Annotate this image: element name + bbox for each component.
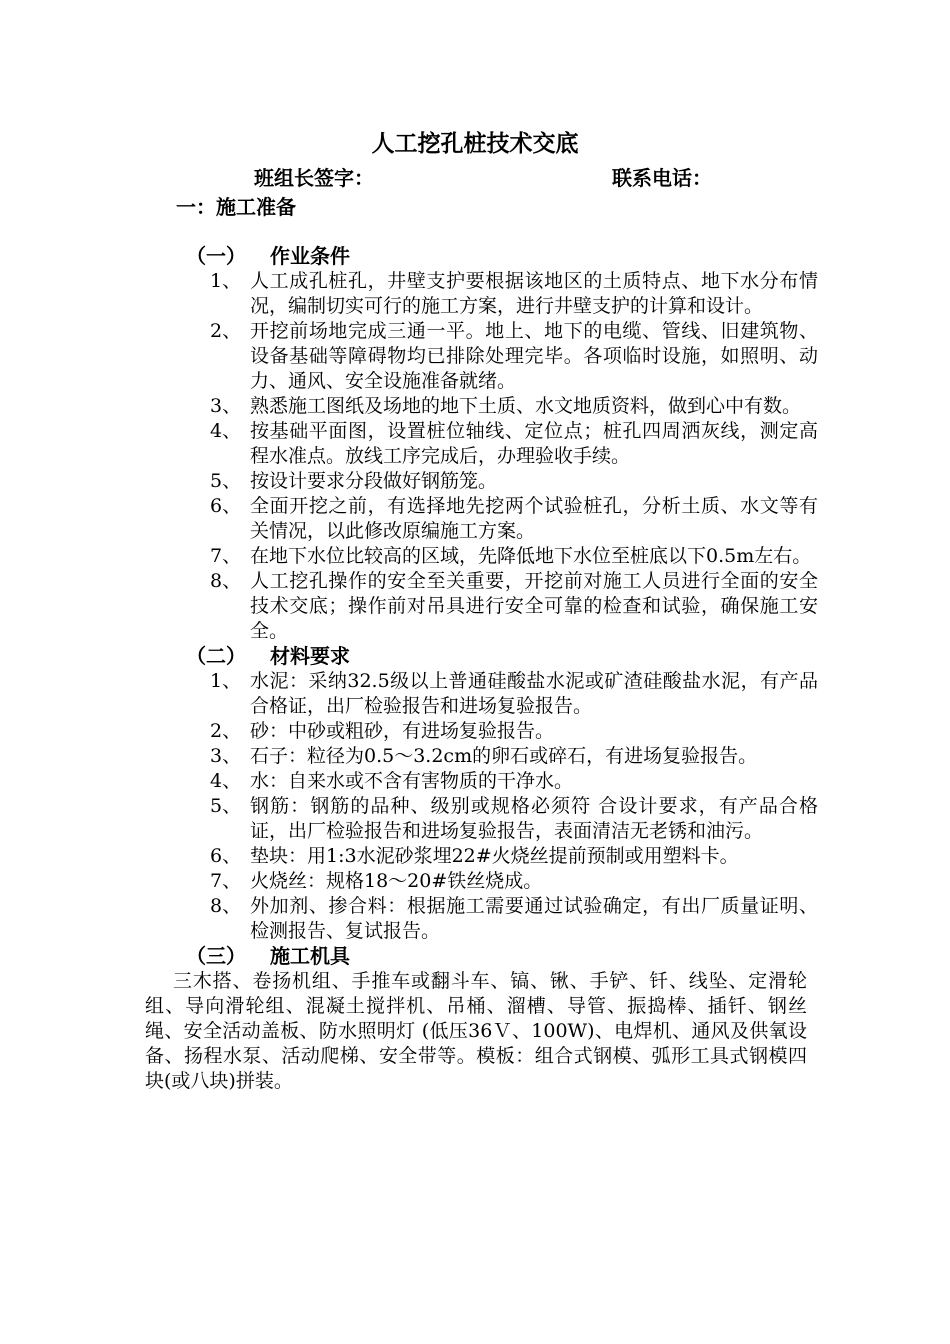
list-item <box>0 569 950 644</box>
subsection-heading <box>0 644 950 669</box>
subsection-label: 作业条件 <box>270 244 350 268</box>
item-text: 火烧丝：规格18～20#铁丝烧成。 <box>250 870 543 892</box>
item-number: 1、 <box>210 270 242 292</box>
list-item <box>0 894 950 944</box>
subsection-number: （三） <box>186 944 246 968</box>
item-text: 全面开挖之前，有选择地先挖两个试验桩孔，分析土质、水文等有关情况，以此修改原编施工方案。 <box>250 495 818 542</box>
item-number: 1、 <box>210 670 242 692</box>
list-item <box>0 794 950 844</box>
list-item <box>0 469 950 494</box>
list-item <box>0 319 950 394</box>
item-number: 2、 <box>210 720 242 742</box>
tools-paragraph: 三木搭、卷扬机组、手推车或翻斗车、镐、锹、手铲、钎、线坠、定滑轮组、导向滑轮组、混凝土搅拌机、吊桶、溜槽、导管、振捣棒、插钎、钢丝绳、安全活动盖板、防水照明灯 (低压36Ｖ、100W)、电焊机、通风及供氧设备、扬程水泵、活动爬梯、安全带等。模板：组合式钢模、弧形工具式钢模四块(或八块)拼装。 <box>145 970 807 1092</box>
item-number: 4、 <box>210 770 242 792</box>
leader-signature-label: 班组长签字： <box>254 166 374 190</box>
item-text: 水泥：采纳32.5级以上普通硅酸盐水泥或矿渣硅酸盐水泥，有产品合格证，出厂检验报告和进场复验报告。 <box>250 670 818 717</box>
item-text: 熟悉施工图纸及场地的地下土质、水文地质资料，做到心中有数。 <box>250 395 802 417</box>
document-content <box>0 244 950 1094</box>
list-item <box>0 419 950 469</box>
phone-label: 联系电话： <box>612 166 712 190</box>
item-number: 3、 <box>210 395 242 417</box>
item-text: 垫块：用1:3水泥砂浆埋22#火烧丝提前预制或用塑料卡。 <box>250 845 739 867</box>
item-number: 4、 <box>210 420 242 442</box>
list-item <box>0 769 950 794</box>
item-number: 6、 <box>210 495 242 517</box>
list-item <box>0 544 950 569</box>
item-number: 5、 <box>210 795 242 817</box>
item-number: 6、 <box>210 845 242 867</box>
item-text: 石子：粒径为0.5～3.2cm的卵石或碎石，有进场复验报告。 <box>250 745 758 767</box>
subsection-heading <box>0 944 950 969</box>
list-item <box>0 494 950 544</box>
item-text: 按设计要求分段做好钢筋笼。 <box>250 470 498 492</box>
item-text: 钢筋：钢筋的品种、级别或规格必须符 合设计要求，有产品合格证，出厂检验报告和进场复验报告，表面清洁无老锈和油污。 <box>250 795 818 842</box>
item-number: 8、 <box>210 570 242 592</box>
item-number: 7、 <box>210 870 242 892</box>
item-number: 5、 <box>210 470 242 492</box>
item-text: 人工挖孔操作的安全至关重要，开挖前对施工人员进行全面的安全技术交底；操作前对吊具进行安全可靠的检查和试验，确保施工安全。 <box>250 570 818 642</box>
subsection-number: （一） <box>186 244 246 268</box>
item-number: 3、 <box>210 745 242 767</box>
item-text: 开挖前场地完成三通一平。地上、地下的电缆、管线、旧建筑物、设备基础等障碍物均已排除处理完毕。各项临时设施，如照明、动力、通风、安全设施准备就绪。 <box>250 320 818 392</box>
list-item <box>0 719 950 744</box>
list-item <box>0 844 950 869</box>
list-item <box>0 869 950 894</box>
document-title: 人工挖孔桩技术交底 <box>371 131 579 157</box>
item-text: 在地下水位比较高的区域，先降低地下水位至桩底以下0.5m左右。 <box>250 545 812 567</box>
list-item <box>0 269 950 319</box>
subsection-label: 材料要求 <box>270 644 350 668</box>
section-heading: 一：施工准备 <box>176 195 296 219</box>
item-text: 砂：中砂或粗砂，有进场复验报告。 <box>250 720 555 742</box>
subsection-label: 施工机具 <box>270 944 350 968</box>
list-item <box>0 669 950 719</box>
list-item <box>0 394 950 419</box>
item-text: 外加剂、掺合料：根据施工需要通过试验确定，有出厂质量证明、检测报告、复试报告。 <box>250 895 818 942</box>
item-text: 人工成孔桩孔，井壁支护要根据该地区的土质特点、地下水分布情况，编制切实可行的施工方案，进行井壁支护的计算和设计。 <box>250 270 818 317</box>
item-number: 2、 <box>210 320 242 342</box>
item-number: 7、 <box>210 545 242 567</box>
subsection-number: （二） <box>186 644 246 668</box>
item-number: 8、 <box>210 895 242 917</box>
subsection-heading <box>0 244 950 269</box>
item-text: 按基础平面图，设置桩位轴线、定位点；桩孔四周洒灰线，测定高程水准点。放线工序完成后，办理验收手续。 <box>250 420 818 467</box>
list-item <box>0 744 950 769</box>
item-text: 水：自来水或不含有害物质的干净水。 <box>250 770 574 792</box>
